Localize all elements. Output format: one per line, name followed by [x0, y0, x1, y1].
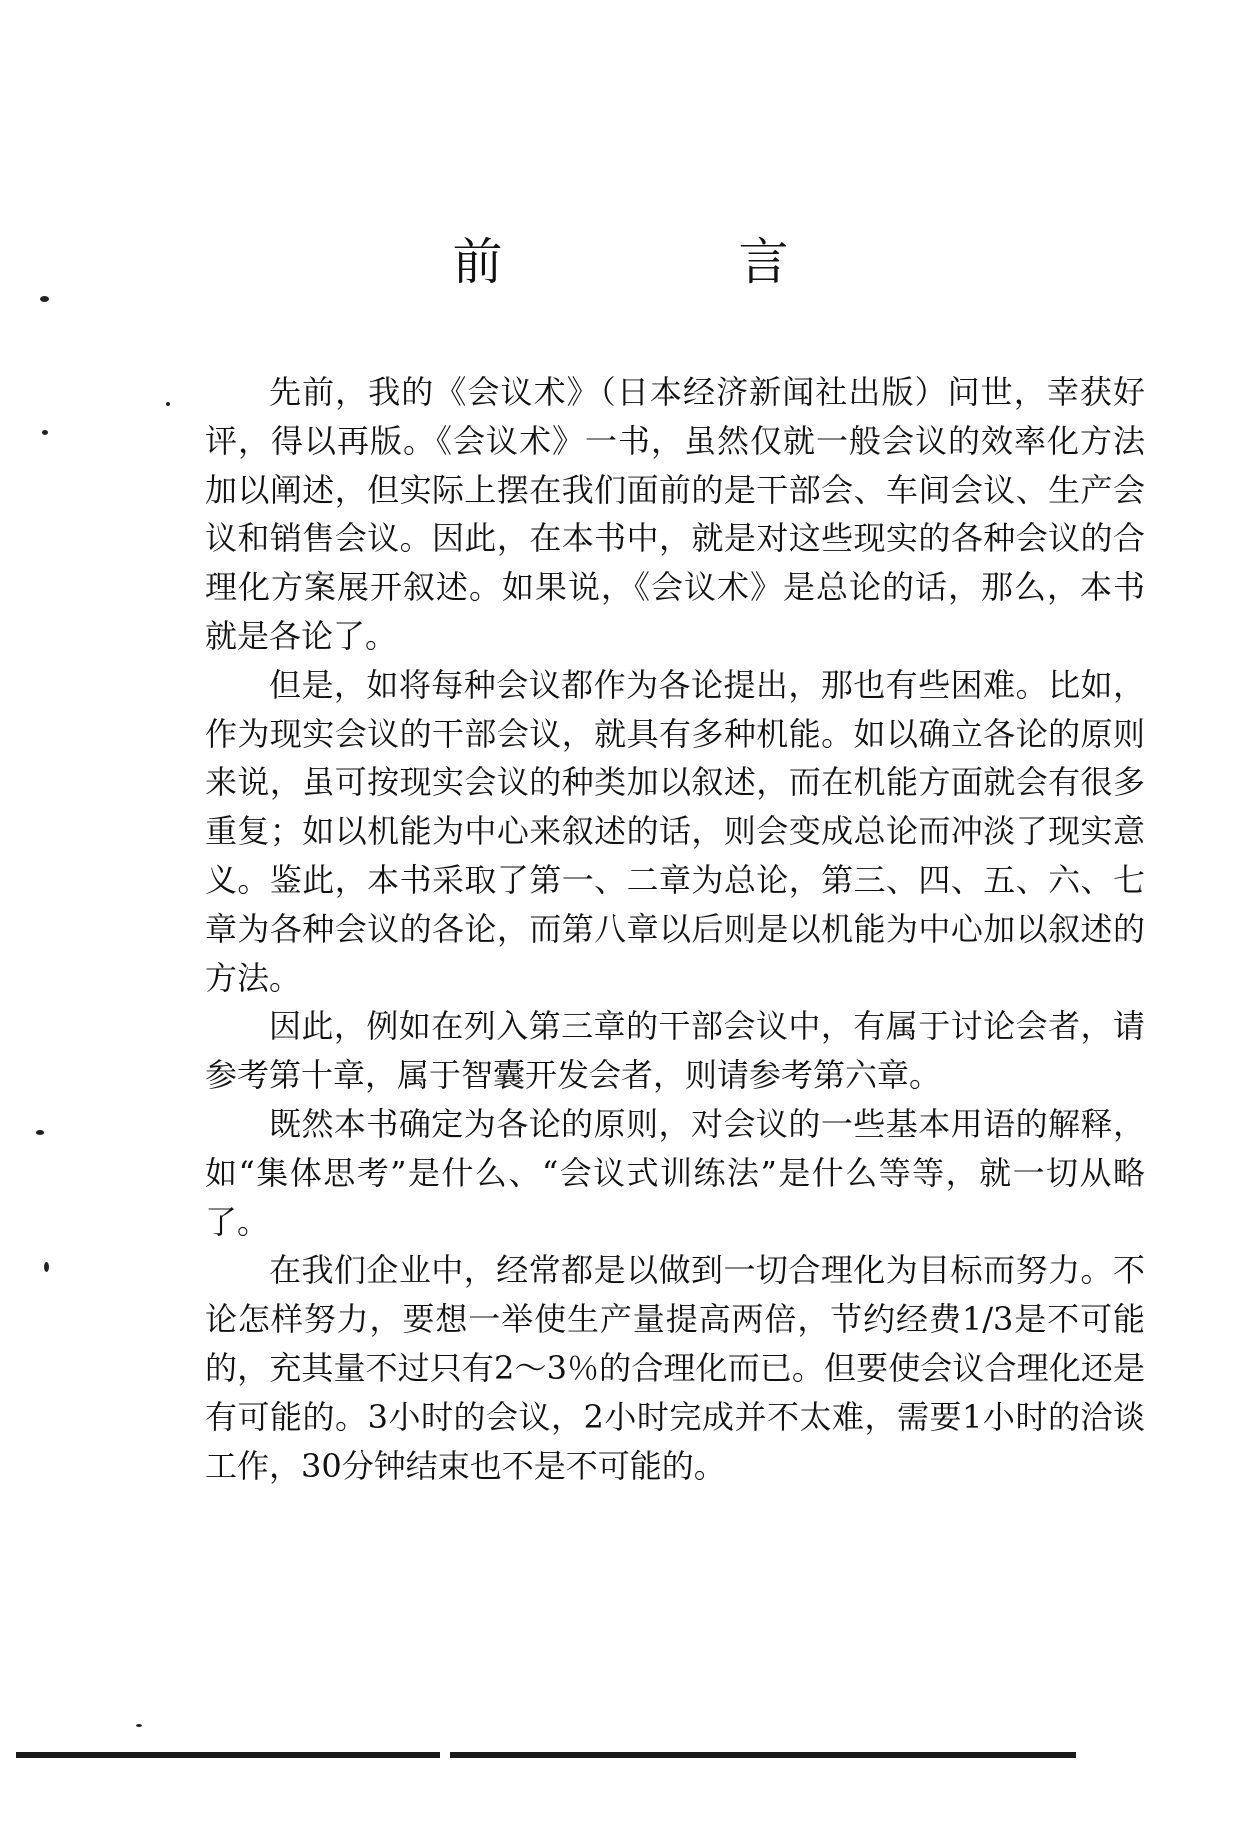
preface-body — [205, 368, 1145, 1490]
paragraph-2: 但是，如将每种会议都作为各论提出，那也有些困难。比如，作为现实会议的干部会议，就具有多种机能。如以确立各论的原则来说，虽可按现实会议的种类加以叙述，而在机能方面就会有很多重复；如以机能为中心来叙述的话，则会变成总论而冲淡了现实意义。鉴此，本书采取了第一、二章为总论，第三、四、五、六、七章为各种会议的各论，而第八章以后则是以机能为中心加以叙述的方法。 — [205, 665, 1145, 997]
paragraph-1: 先前，我的《会议术》（日本经济新闻社出版）问世，幸获好评，得以再版。《会议术》一书，虽然仅就一般会议的效率化方法加以阐述，但实际上摆在我们面前的是干部会、车间会议、生产会议和销售会议。因此，在本书中，就是对这些现实的各种会议的合理化方案展开叙述。如果说，《会议术》是总论的话，那么，本书就是各论了。 — [205, 373, 1145, 655]
paragraph-4: 既然本书确定为各论的原则，对会议的一些基本用语的解释，如“集体思考”是什么、“会议式训练法”是什么等等，就一切从略了。 — [205, 1104, 1145, 1241]
scan-speck — [40, 296, 49, 302]
scan-speck — [166, 402, 170, 406]
paragraph-5: 在我们企业中，经常都是以做到一切合理化为目标而努力。不论怎样努力，要想一举使生产量提高两倍，节约经费1/3是不可能的，充其量不过只有2～3％的合理化而已。但要使会议合理化还是有可能的。3小时的会议，2小时完成并不太难，需要1小时的洽谈工作，30分钟结束也不是不可能的。 — [205, 1251, 1145, 1485]
scan-speck — [44, 1262, 49, 1272]
scan-speck — [136, 1724, 142, 1727]
scan-speck — [42, 430, 48, 435]
page-title: 前 言 — [452, 233, 899, 291]
scan-speck — [36, 1130, 44, 1135]
bottom-rule-gap — [440, 1751, 450, 1759]
bottom-rule — [16, 1752, 1076, 1758]
paragraph-3: 因此，例如在列入第三章的干部会议中，有属于讨论会者，请参考第十章，属于智囊开发会者，则请参考第六章。 — [205, 1007, 1145, 1095]
